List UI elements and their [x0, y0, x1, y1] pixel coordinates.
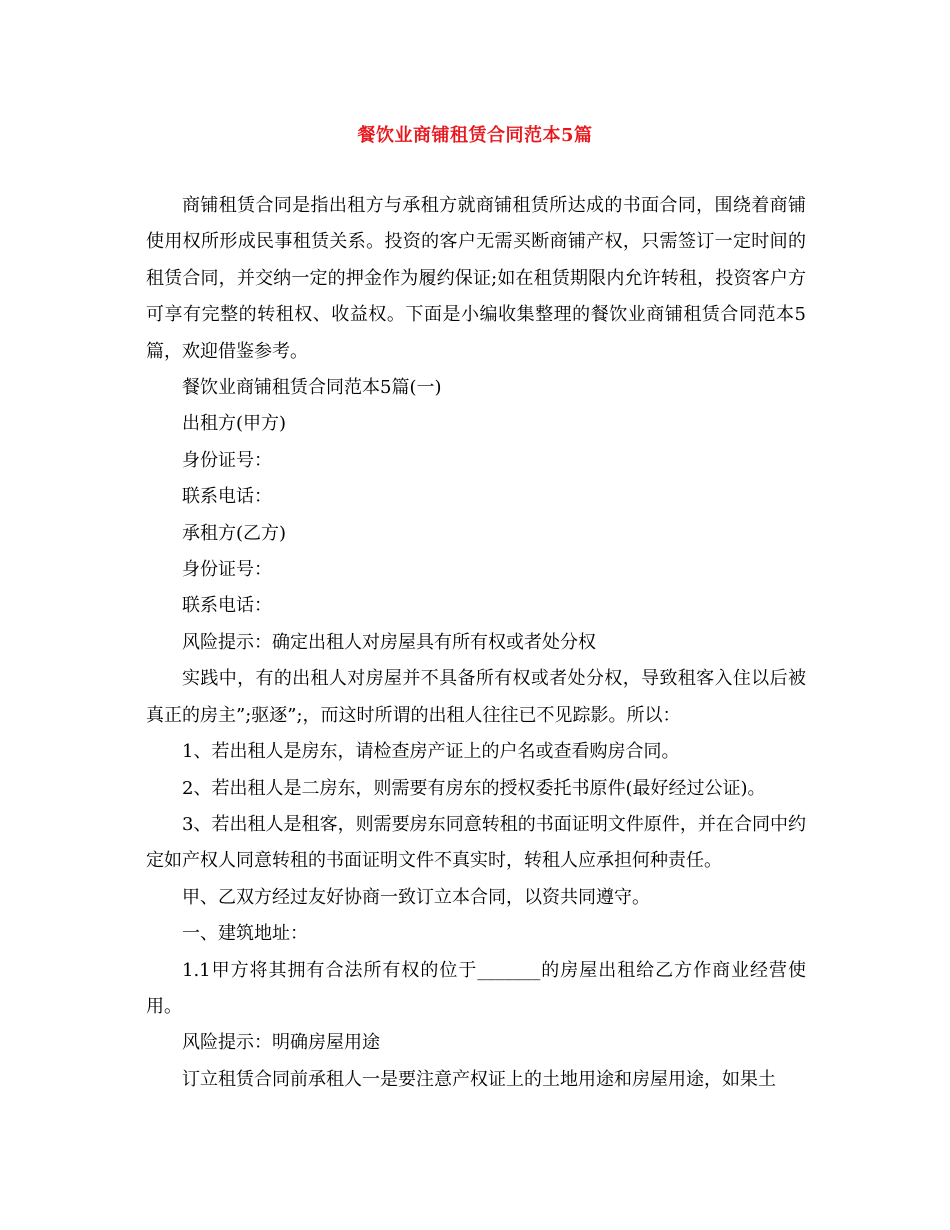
paragraph-risk-2: 风险提示：明确房屋用途 [182, 1032, 380, 1054]
paragraph-agreement: 甲、乙双方经过友好协商一致订立本合同，以资共同遵守。 [182, 886, 650, 908]
paragraph-lessee-phone: 联系电话： [182, 595, 272, 617]
paragraph-item-3: 3、若出租人是租客，则需要房东同意转租的书面证明文件原件，并在合同中约定如产权人同意转租的书面证明文件不真实时，转租人应承担何种责任。 [146, 813, 806, 872]
paragraph-section-heading: 餐饮业商铺租赁合同范本5篇(一) [182, 377, 442, 399]
document-title: 餐饮业商铺租赁合同范本5篇 [357, 125, 593, 146]
paragraph-address-heading: 一、建筑地址： [182, 923, 308, 945]
paragraph-intro: 商铺租赁合同是指出租方与承租方就商铺租赁所达成的书面合同，围绕着商铺使用权所形成民事租赁关系。投资的客户无需买断商铺产权，只需签订一定时间的租赁合同，并交纳一定的押金作为履约保证;如在租赁期限内允许转租，投资客户方可享有完整的转租权、收益权。下面是小编收集整理的餐饮业商铺租赁合同范本5篇，欢迎借鉴参考。 [146, 195, 806, 362]
paragraph-lessor-phone: 联系电话： [182, 486, 272, 508]
paragraph-item-1: 1、若出租人是房东，请检查房产证上的户名或查看购房合同。 [182, 741, 680, 763]
paragraph-trailing: 订立租赁合同前承租人一是要注意产权证上的土地用途和房屋用途，如果土 [182, 1068, 776, 1090]
paragraph-clause-1-1: 1.1甲方将其拥有合法所有权的位于_______的房屋出租给乙方作商业经营使用。 [146, 959, 806, 1017]
paragraph-lessee-id: 身份证号： [182, 559, 272, 581]
paragraph-lessor: 出租方(甲方) [182, 413, 287, 435]
paragraph-practice: 实践中，有的出租人对房屋并不具备所有权或者处分权，导致租客入住以后被真正的房主”;驱逐”;，而这时所谓的出租人往往已不见踪影。所以： [146, 668, 806, 726]
paragraph-risk-1: 风险提示：确定出租人对房屋具有所有权或者处分权 [182, 631, 596, 653]
document-body [146, 188, 806, 1098]
paragraph-lessor-id: 身份证号： [182, 449, 272, 471]
paragraph-item-2: 2、若出租人是二房东，则需要有房东的授权委托书原件(最好经过公证)。 [182, 777, 766, 799]
paragraph-lessee: 承租方(乙方) [182, 522, 287, 544]
